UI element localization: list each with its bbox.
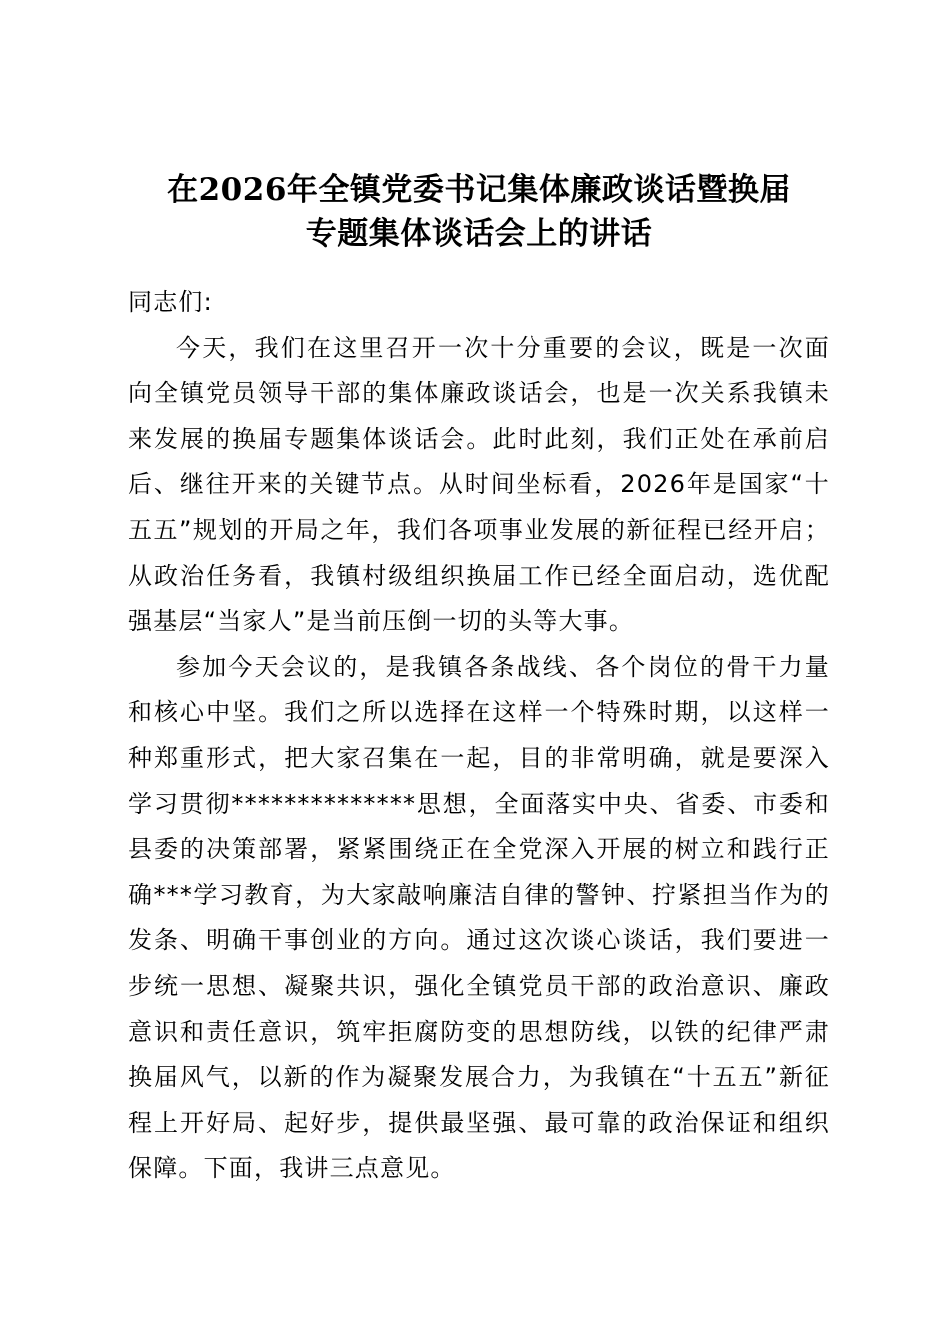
title-line-1: 在2026年全镇党委书记集体廉政谈话暨换届 <box>167 172 791 208</box>
document-title <box>128 168 830 256</box>
salutation: 同志们: <box>128 288 213 316</box>
document-body <box>128 280 830 1192</box>
title-line-2: 专题集体谈话会上的讲话 <box>305 216 653 252</box>
paragraph-opening: 今天，我们在这里召开一次十分重要的会议，既是一次面向全镇党员领导干部的集体廉政谈话会，也是一次关系我镇未来发展的换届专题集体谈话会。此时此刻，我们正处在承前启后、继往开来的关键节点。从时间坐标看，2026年是国家“十五五”规划的开局之年，我们各项事业发展的新征程已经开启；从政治任务看，我镇村级组织换届工作已经全面启动，选优配强基层“当家人”是当前压倒一切的头等大事。 <box>128 333 830 636</box>
paragraph-purpose: 参加今天会议的，是我镇各条战线、各个岗位的骨干力量和核心中坚。我们之所以选择在这样一个特殊时期，以这样一种郑重形式，把大家召集在一起，目的非常明确，就是要深入学习贯彻**************思想，全面落实中央、省委、市委和县委的决策部署，紧紧围绕正在全党深入开展的树立和践行正确***学习教育，为大家敲响廉洁自律的警钟、拧紧担当作为的发条、明确干事创业的方向。通过这次谈心谈话，我们要进一步统一思想、凝聚共识，强化全镇党员干部的政治意识、廉政意识和责任意识，筑牢拒腐防变的思想防线，以铁的纪律严肃换届风气，以新的作为凝聚发展合力，为我镇在“十五五”新征程上开好局、起好步，提供最坚强、最可靠的政治保证和组织保障。下面，我讲三点意见。 <box>128 652 830 1183</box>
